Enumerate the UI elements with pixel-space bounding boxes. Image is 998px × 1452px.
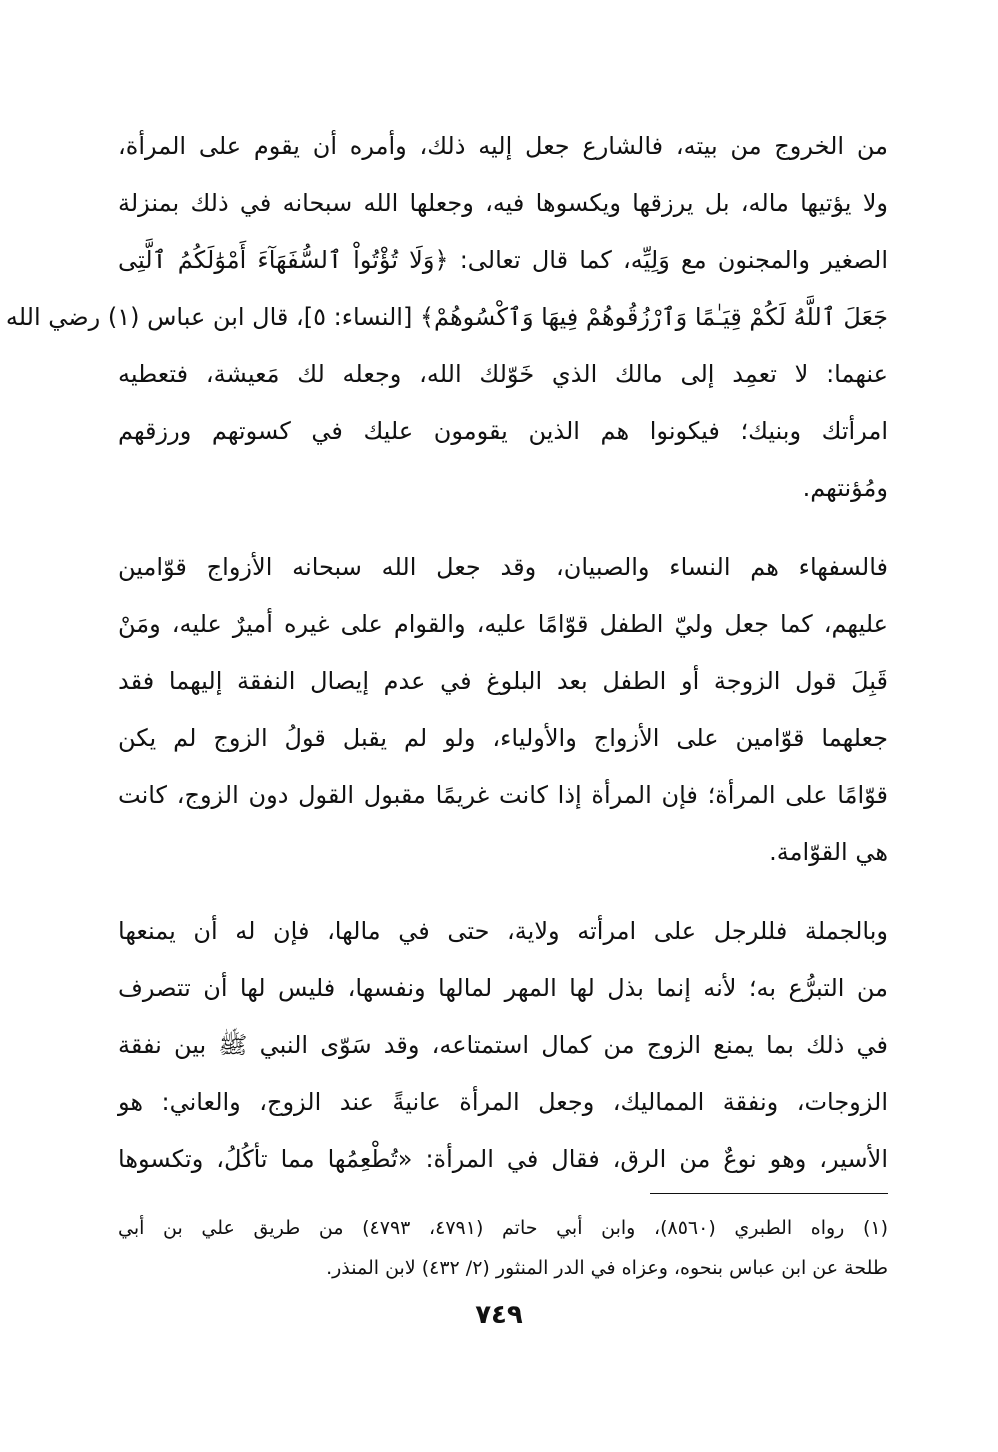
text-line: الصغير والمجنون مع وَلِيِّه، كما قال تعالى: ﴿وَلَا تُؤْتُواْ ٱلسُّفَهَآءَ أَمْوَٰلَكُمُ ٱلَّتِى	[118, 246, 888, 274]
footnote-line: طلحة عن ابن عباس بنحوه، وعزاه في الدر المنثور (٢/ ٤٣٢) لابن المنذر.	[326, 1257, 888, 1279]
text-line: وبالجملة فللرجل على امرأته ولاية، حتى في مالها، فإن له أن يمنعها	[118, 917, 888, 945]
footnote-line: (١) رواه الطبري (٨٥٦٠)، وابن أبي حاتم (٤٧٩١، ٤٧٩٣) من طريق علي بن أبي	[118, 1217, 889, 1239]
page-number: ٧٤٩	[475, 1300, 523, 1330]
text-line: قوّامًا على المرأة؛ فإن المرأة إذا كانت غريمًا مقبول القول دون الزوج، كانت	[118, 781, 888, 809]
text-line: الزوجات، ونفقة المماليك، وجعل المرأة عانيةً عند الزوج، والعاني: هو	[118, 1088, 888, 1116]
text-line: امرأتك وبنيك؛ فيكونوا هم الذين يقومون عليك في كسوتهم ورزقهم	[118, 417, 888, 445]
text-line: الأسير، وهو نوعٌ من الرق، فقال في المرأة: «تُطْعِمُها مما تأكُلُ، وتكسوها	[118, 1145, 888, 1173]
text-line: عنهما: لا تعمِد إلى مالك الذي خَوّلك الله، وجعله لك مَعيشة، فتعطيه	[118, 360, 888, 388]
text-line: هي القوّامة.	[769, 838, 888, 866]
paragraph-3	[118, 903, 888, 1188]
text-line: ومُؤنتهم.	[802, 474, 888, 502]
text-line: عليهم، كما جعل وليّ الطفل قوّامًا عليه، والقوام على غيره أميرٌ عليه، ومَنْ	[118, 610, 888, 638]
text-line: جعلهما قوّامين على الأزواج والأولياء، ولو لم يقبل قولُ الزوج لم يكن	[118, 724, 888, 752]
text-line: فالسفهاء هم النساء والصبيان، وقد جعل الله سبحانه الأزواج قوّامين	[118, 553, 888, 581]
text-line: من الخروج من بيته، فالشارع جعل إليه ذلك، وأمره أن يقوم على المرأة،	[118, 132, 888, 160]
text-line: قَبِلَ قول الزوجة أو الطفل بعد البلوغ في عدم إيصال النفقة إليهما فقد	[118, 667, 888, 695]
footnote-divider	[650, 1193, 888, 1194]
text-line: من التبرُّع به؛ لأنه إنما بذل لها المهر لمالها ونفسها، فليس لها أن تتصرف	[118, 974, 888, 1002]
text-line: جَعَلَ ٱللَّهُ لَكُمْ قِيَـٰمًا وَٱرْزُقُوهُمْ فِيهَا وَٱكْسُوهُمْ﴾ [النساء: ٥]، قال ابن عباس (١) رضي الله	[5, 303, 888, 331]
paragraph-2	[118, 539, 888, 881]
text-line: في ذلك بما يمنع الزوج من كمال استمتاعه، وقد سَوّى النبي ﷺ بين نفقة	[118, 1031, 888, 1059]
main-text	[5, 118, 888, 1188]
paragraph-1	[5, 118, 888, 517]
footnotes	[118, 1208, 888, 1288]
text-line: ولا يؤتيها ماله، بل يرزقها ويكسوها فيه، وجعلها الله سبحانه في ذلك بمنزلة	[118, 189, 888, 217]
